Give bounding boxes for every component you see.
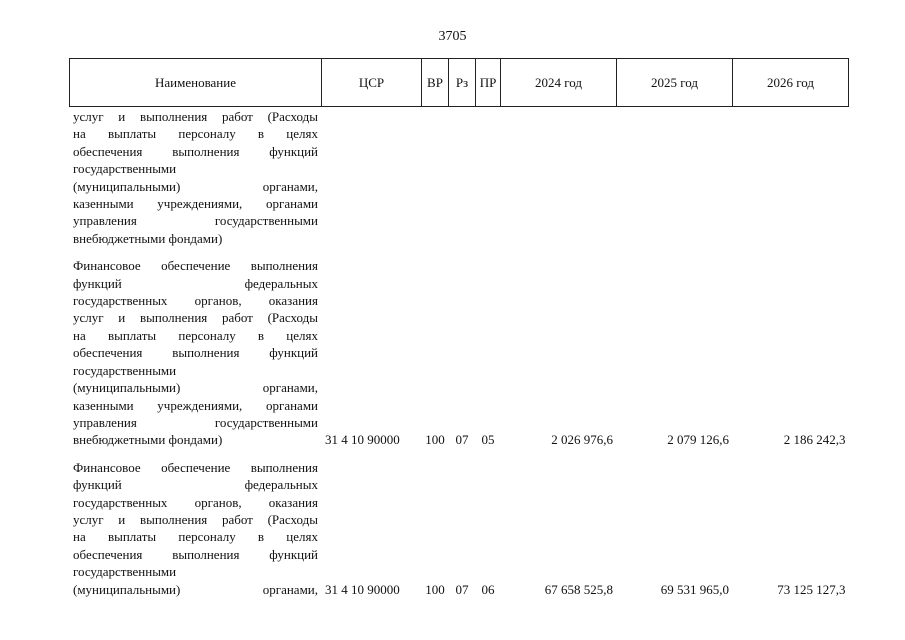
row-2024-value — [501, 107, 617, 248]
row-name-line: казенными учреждениями, органами — [73, 397, 318, 413]
row-name-line: услуг и выполнения работ (Расходы — [73, 310, 318, 326]
row-2024-value: 2 026 976,6 — [501, 247, 617, 448]
row-name-cell — [70, 247, 322, 448]
header-csr: ЦСР — [322, 59, 422, 107]
row-name-line: государственных органов, оказания — [73, 494, 318, 510]
row-name-line: управления государственными — [73, 414, 318, 430]
row-name-line: государственными — [73, 161, 177, 177]
row-2025-value: 2 079 126,6 — [617, 247, 733, 448]
row-name-cell — [70, 449, 322, 598]
row-vr-cell — [422, 107, 449, 248]
row-rz-cell — [449, 107, 476, 248]
row-name-line: на выплаты персоналу в целях — [73, 529, 318, 545]
row-name-line: обеспечения выполнения функций — [73, 345, 318, 361]
row-csr-cell: 31 4 10 90000 — [322, 247, 422, 448]
row-2026-value: 73 125 127,3 — [733, 449, 849, 598]
header-pr: ПР — [476, 59, 501, 107]
row-2025-value: 69 531 965,0 — [617, 449, 733, 598]
row-csr-cell: 31 4 10 90000 — [322, 449, 422, 598]
budget-table — [69, 58, 849, 598]
row-2026-value: 2 186 242,3 — [733, 247, 849, 448]
table-row — [70, 107, 849, 248]
row-name-line: государственными — [73, 564, 177, 580]
row-pr-cell — [476, 107, 501, 248]
row-name-line: обеспечения выполнения функций — [73, 546, 318, 562]
row-name-line: услуг и выполнения работ (Расходы — [73, 511, 318, 527]
table-body — [70, 107, 849, 598]
row-name-line: обеспечения выполнения функций — [73, 143, 318, 159]
row-csr-cell — [322, 107, 422, 248]
row-name-line: на выплаты персоналу в целях — [73, 126, 318, 142]
table-row — [70, 449, 849, 598]
row-vr-cell: 100 — [422, 449, 449, 598]
row-name-line: (муниципальными) органами, — [73, 380, 318, 396]
row-name-line: внебюджетными фондами) — [73, 432, 223, 448]
page-number: 3705 — [438, 29, 467, 44]
header-2026: 2026 год — [733, 59, 849, 107]
row-vr-cell: 100 — [422, 247, 449, 448]
row-pr-cell: 06 — [476, 449, 501, 598]
row-2025-value — [617, 107, 733, 248]
header-2025: 2025 год — [617, 59, 733, 107]
header-vr: ВР — [422, 59, 449, 107]
table-header-row — [70, 59, 849, 107]
row-rz-cell: 07 — [449, 449, 476, 598]
header-2024: 2024 год — [501, 59, 617, 107]
row-pr-cell: 05 — [476, 247, 501, 448]
row-name-line: Финансовое обеспечение выполнения — [73, 459, 318, 475]
row-rz-cell: 07 — [449, 247, 476, 448]
row-2024-value: 67 658 525,8 — [501, 449, 617, 598]
row-name-line: государственных органов, оказания — [73, 293, 318, 309]
row-name-line: казенными учреждениями, органами — [73, 196, 318, 212]
header-rz: Рз — [449, 59, 476, 107]
row-name-line: управления государственными — [73, 213, 318, 229]
row-name-line: функций федеральных — [73, 275, 318, 291]
table-row — [70, 247, 849, 448]
row-name-line: на выплаты персоналу в целях — [73, 327, 318, 343]
row-name-line: функций федеральных — [73, 477, 318, 493]
row-name-line: Финансовое обеспечение выполнения — [73, 258, 318, 274]
header-name: Наименование — [70, 59, 322, 107]
row-name-line: государственными — [73, 362, 177, 378]
row-name-line: внебюджетными фондами) — [73, 230, 223, 246]
row-name-line: услуг и выполнения работ (Расходы — [73, 109, 318, 124]
row-name-cell — [70, 107, 322, 248]
row-2026-value — [733, 107, 849, 248]
row-name-line: (муниципальными) органами, — [73, 178, 318, 194]
row-name-line: (муниципальными) органами, — [73, 581, 318, 597]
